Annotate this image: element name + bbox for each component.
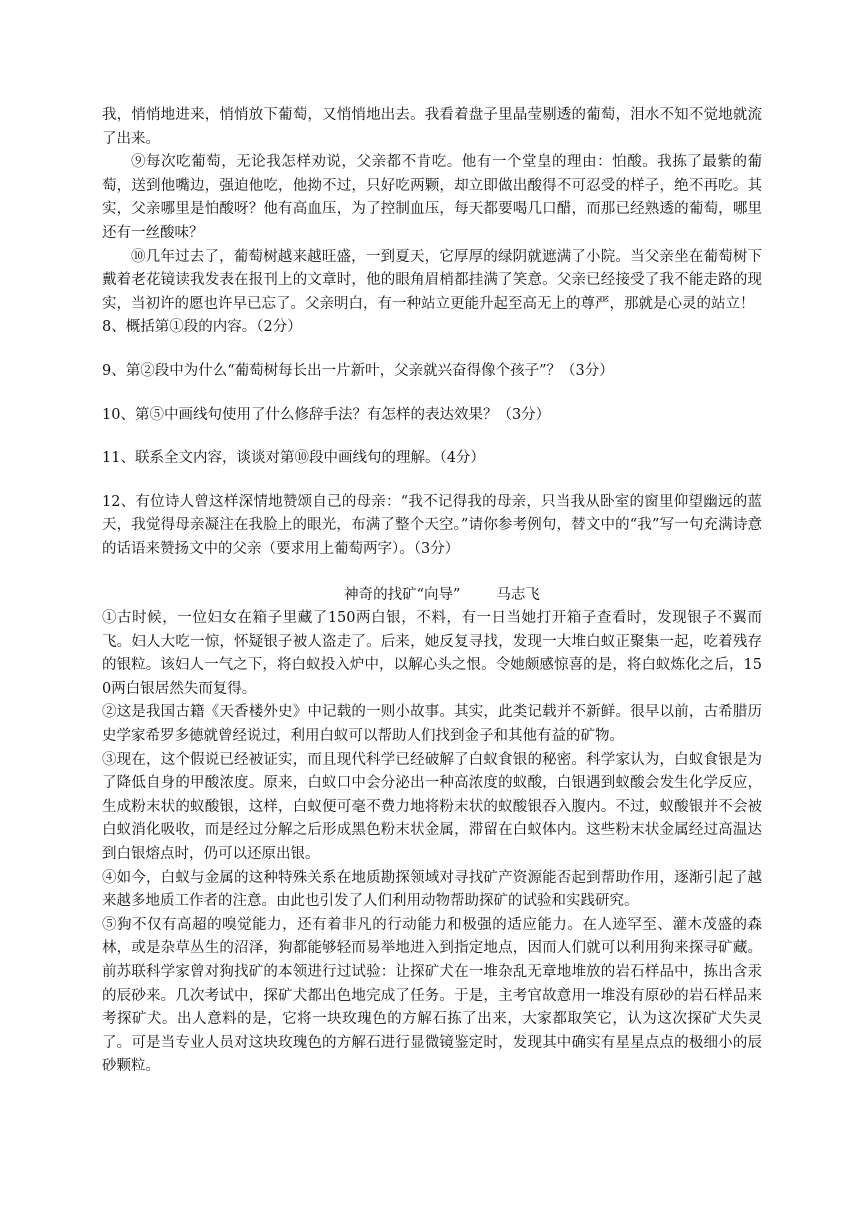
story-paragraph-9: ⑨每次吃葡萄，无论我怎样劝说，父亲都不肯吃。他有一个堂皇的理由：怕酸。我拣了最紫的葡萄，送到他嘴边，强迫他吃，他拗不过，只好吃两颗，却立即做出酸得不可忍受的样子，绝不再吃。其实，父亲哪里是怕酸呀？他有高血压，为了控制血压，每天都要喝几口醋，而那已经熟透的葡萄，哪里还有一丝酸味？ (102, 154, 762, 241)
answer-space-12[interactable] (102, 562, 762, 584)
question-8: 8、概括第①段的内容。（2分） (102, 319, 302, 336)
article-paragraph-1: ①古时候，一位妇女在箱子里藏了150两白银，不料，有一日当她打开箱子查看时，发现银子不翼而飞。妇人大吃一惊，怀疑银子被人盗走了。后来，她反复寻找，发现一大堆白蚁正聚集一起，吃着残存的银粒。该妇人一气之下，将白蚁投入炉中，以解心头之恨。令她颇感惊喜的是，将白蚁炼化之后，150两白银居然失而复得。 (102, 610, 762, 697)
question-11: 11、联系全文内容，谈谈对第⑩段中画线句的理解。（4分） (102, 450, 485, 467)
article-paragraph-2: ②这是我国古籍《天香楼外史》中记载的一则小故事。其实，此类记载并不新鲜。很早以前，古希腊历史学家希罗多德就曾经说过，利用白蚁可以帮助人们找到金子和其他有益的矿物。 (102, 704, 762, 745)
article-paragraph-3: ③现在，这个假说已经被证实，而且现代科学已经破解了白蚁食银的秘密。科学家认为，白蚁食银是为了降低自身的甲酸浓度。原来，白蚁口中会分泌出一种高浓度的蚁酸，白银遇到蚁酸会发生化学反应，生成粉末状的蚁酸银，这样，白蚁便可毫不费力地将粉末状的蚁酸银吞入腹内。不过，蚁酸银并不会被白蚁消化吸收，而是经过分解之后形成黑色粉末状金属，滞留在白蚁体内。这些粉末状金属经过高温达到白银熔点时，仍可以还原出银。 (102, 751, 762, 863)
question-10: 10、第⑤中画线句使用了什么修辞手法？有怎样的表达效果？（3分） (102, 406, 551, 423)
article-author: 马志飞 (496, 586, 540, 603)
question-12: 12、有位诗人曾这样深情地赞颂自己的母亲：“我不记得我的母亲，只当我从卧室的窗里仰望幽远的蓝天，我觉得母亲凝注在我脸上的眼光，布满了整个天空。”请你参考例句，替文中的“我”写一句充满诗意的话语来赞扬文中的父亲（要求用上葡萄两字）。（3分） (102, 493, 762, 557)
answer-space-10[interactable] (102, 427, 762, 447)
answer-space-11[interactable] (102, 471, 762, 491)
document-page (102, 104, 762, 1079)
story-paragraph-8-end: 我，悄悄地进来，悄悄放下葡萄，又悄悄地出去。我看着盘子里晶莹剔透的葡萄，泪水不知不觉地就流了出来。 (102, 107, 762, 147)
article-title-row (102, 584, 762, 608)
answer-space-8[interactable] (102, 340, 762, 360)
article-paragraph-4: ④如今，白蚁与金属的这种特殊关系在地质勘探领域对寻找矿产资源能否起到帮助作用，逐渐引起了越来越多地质工作者的注意。由此也引发了人们利用动物帮助探矿的试验和实践研究。 (102, 869, 762, 910)
question-9: 9、第②段中为什么“葡萄树每长出一片新叶，父亲就兴奋得像个孩子”？（3分） (102, 362, 614, 379)
answer-space-9[interactable] (102, 384, 762, 404)
article-title: 神奇的找矿“向导” (344, 586, 461, 603)
article-paragraph-5: ⑤狗不仅有高超的嗅觉能力，还有着非凡的行动能力和极强的适应能力。在人迹罕至、灌木茂盛的森林，或是杂草丛生的沼泽，狗都能够轻而易举地进入到指定地点，因而人们就可以利用狗来探寻矿藏。前苏联科学家曾对狗找矿的本领进行过试验：让探矿犬在一堆杂乱无章地堆放的岩石样品中，拣出含汞的辰砂来。几次考试中，探矿犬都出色地完成了任务。于是，主考官故意用一堆没有原砂的岩石样品来考探矿犬。出人意料的是，它将一块玫瑰色的方解石拣了出来，大家都取笑它，认为这次探矿犬失灵了。可是当专业人员对这块玫瑰色的方解石进行显微镜鉴定时，发现其中确实有星星点点的极细小的辰砂颗粒。 (102, 916, 762, 1075)
story-paragraph-10: ⑩几年过去了，葡萄树越来越旺盛，一到夏天，它厚厚的绿阴就遮满了小院。当父亲坐在葡萄树下戴着老花镜读我发表在报刊上的文章时，他的眼角眉梢都挂满了笑意。父亲已经接受了我不能走路的现实，当初许的愿也许早已忘了。父亲明白，有一种站立更能升起至高无上的尊严，那就是心灵的站立！ (102, 248, 762, 312)
